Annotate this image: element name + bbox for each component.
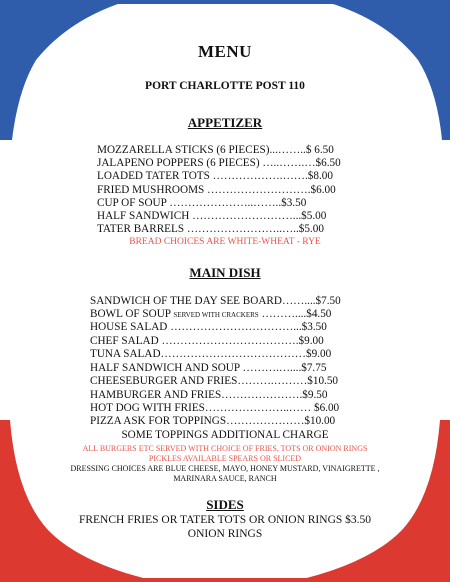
item-name: MOZZARELLA STICKS (6 PIECES) — [97, 144, 270, 156]
menu-item — [97, 210, 326, 223]
menu-item — [90, 308, 331, 322]
menu-item — [90, 375, 338, 388]
item-name: JALAPENO POPPERS (6 PIECES) — [97, 157, 260, 169]
menu-item — [90, 295, 341, 308]
item-dots: ……….……… — [237, 375, 308, 387]
item-dots: …….... — [281, 295, 316, 307]
item-price: $6.50 — [315, 157, 341, 169]
item-dots: ………………… — [226, 415, 305, 427]
item-price: $3.50 — [281, 197, 307, 209]
item-name: TUNA SALAD — [90, 348, 161, 360]
item-price: $10.00 — [304, 415, 336, 427]
item-name: TATER BARRELS — [97, 223, 185, 235]
item-name: HALF SANDWICH — [97, 210, 190, 222]
bread-choices-note: BREAD CHOICES ARE WHITE-WHEAT - RYE — [129, 237, 321, 247]
item-name: HALF SANDWICH AND SOUP — [90, 362, 240, 374]
menu-item — [90, 362, 326, 375]
item-note: SERVED WITH CRACKERS — [173, 311, 259, 319]
menu-item — [97, 157, 341, 170]
item-price: $9.00 — [298, 335, 324, 347]
pickles-note: PICKLES AVAILABLE SPEARS OR SLICED — [148, 454, 302, 463]
menu-item — [97, 170, 333, 183]
dressing-note-line-2: MARINARA SAUCE, RANCH — [173, 474, 277, 483]
item-dots: ………………………………. — [158, 335, 299, 347]
item-price: $8.00 — [307, 170, 333, 182]
sides-heading: SIDES — [206, 497, 244, 512]
item-dots: ...…….. — [269, 144, 306, 156]
menu-item — [90, 348, 331, 361]
burger-sides-note: ALL BURGERS ETC SERVED WITH CHOICE OF FRIES, TOTS OR ONION RINGS — [82, 444, 368, 453]
item-dots: ……………………………... — [167, 321, 302, 333]
item-dots: …………………..…… — [204, 402, 312, 414]
item-name: HOT DOG WITH FRIES — [90, 402, 205, 414]
item-name: LOADED TATER TOTS — [97, 170, 210, 182]
item-name: FRIED MUSHROOMS — [97, 184, 205, 196]
menu-item — [90, 321, 327, 334]
item-price: $5.00 — [301, 210, 327, 222]
item-name: SANDWICH OF THE DAY SEE BOARD — [90, 295, 282, 307]
item-price: $10.50 — [307, 375, 339, 387]
menu-item — [90, 415, 335, 428]
post-title: PORT CHARLOTTE POST 110 — [145, 80, 305, 92]
item-dots: ……………….……. — [209, 170, 308, 182]
item-dots: ………………………. — [204, 184, 311, 196]
menu-item — [97, 184, 336, 197]
menu-title: MENU — [198, 42, 252, 61]
item-price: $4.50 — [306, 308, 332, 320]
item-name: CUP OF SOUP — [97, 197, 167, 209]
item-name: HAMBURGER AND FRIES — [90, 389, 222, 401]
sides-line-2: ONION RINGS — [187, 528, 263, 540]
item-name: PIZZA ASK FOR TOPPINGS — [90, 415, 227, 427]
item-dots: …..…….… — [259, 157, 316, 169]
item-dots: ……….….... — [239, 362, 302, 374]
dressing-note-line-1: DRESSING CHOICES ARE BLUE CHEESE, MAYO, HONEY MUSTARD, VINAIGRETTE , — [70, 464, 380, 473]
menu-item — [97, 197, 306, 210]
main-dish-heading: MAIN DISH — [189, 265, 261, 280]
sides-line-1: FRENCH FRIES OR TATER TOTS OR ONION RINGS $3.50 — [78, 514, 372, 526]
item-dots: ………………………………… — [160, 348, 306, 360]
item-dots: ……………………..….. — [184, 223, 299, 235]
item-price: $7.50 — [315, 295, 341, 307]
menu-item — [97, 223, 324, 236]
item-price: $7.75 — [301, 362, 327, 374]
item-name: CHEESEBURGER AND FRIES — [90, 375, 238, 387]
item-price: $5.00 — [298, 223, 324, 235]
item-dots: ……….... — [258, 308, 307, 320]
item-price: $ 6.50 — [305, 144, 334, 156]
item-name: HOUSE SALAD — [90, 321, 168, 333]
appetizer-heading: APPETIZER — [187, 115, 263, 130]
item-price: $9.00 — [305, 348, 332, 360]
menu-item — [90, 389, 327, 402]
item-price: $6.00 — [311, 402, 340, 414]
item-price: $9.50 — [302, 389, 328, 401]
item-dots: ………………………... — [189, 210, 302, 222]
item-dots: …………………. — [221, 389, 303, 401]
item-price: $6.00 — [310, 184, 336, 196]
item-dots: …………………..…….. — [166, 197, 282, 209]
item-name: CHEF SALAD — [90, 335, 159, 347]
item-name: BOWL OF SOUP — [90, 308, 171, 320]
toppings-note: SOME TOPPINGS ADDITIONAL CHARGE — [121, 429, 329, 441]
menu-item — [90, 335, 324, 348]
menu-item — [97, 144, 334, 157]
item-price: $3.50 — [301, 321, 327, 333]
menu-item — [90, 402, 339, 415]
